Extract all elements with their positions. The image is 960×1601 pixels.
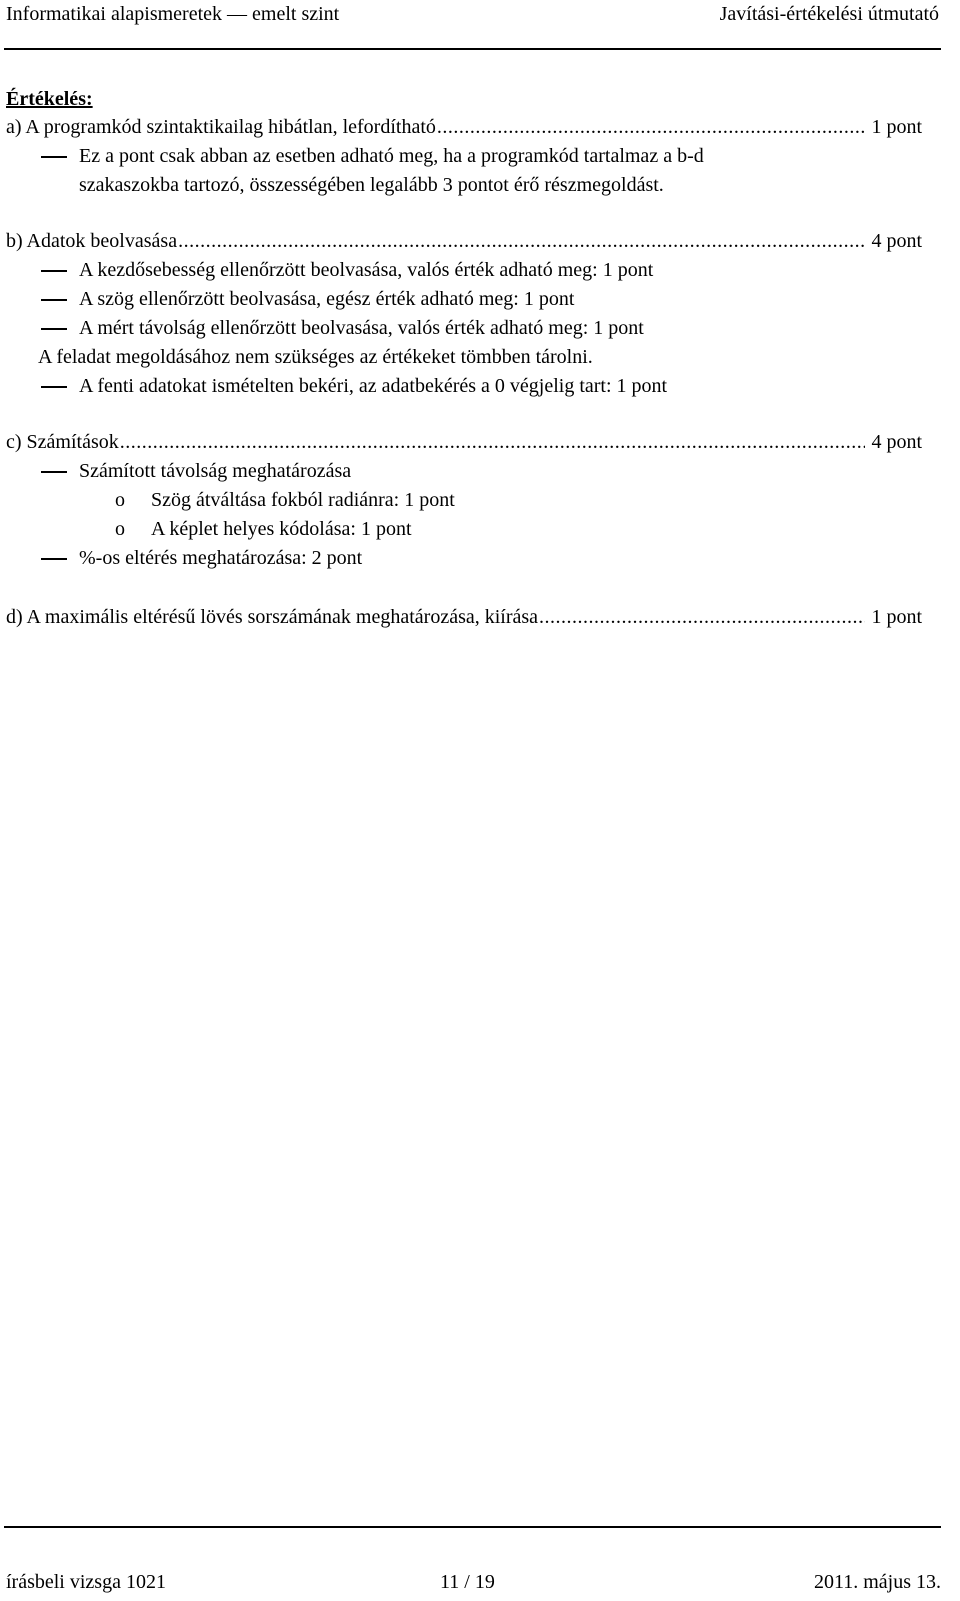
criterion-a-note-line1: Ez a pont csak abban az esetben adható meg, ha a programkód tartalmaz a b-d [6,142,922,171]
header-doc-type: Javítási-értékelési útmutató [719,3,939,25]
criterion-c-item: Számított távolság meghatározása [6,457,922,486]
criterion-a-label: a) A programkód szintaktikailag hibátlan, lefordítható [6,116,436,138]
criterion-d-points: 1 pont [871,606,922,628]
dash-bullet [41,270,67,272]
section-title: Értékelés: [6,88,93,110]
dash-bullet [41,471,67,473]
criterion-b-note: A feladat megoldásához nem szükséges az értékeket tömbben tárolni. [38,346,593,368]
criterion-c-label: c) Számítások [6,431,119,453]
dot-leader [120,428,866,457]
criterion-b-item: A mért távolság ellenőrzött beolvasása, valós érték adható meg: 1 pont [6,314,922,343]
dot-leader [437,113,866,142]
criterion-a [6,113,922,142]
evaluation-content [6,85,922,632]
dash-bullet [41,299,67,301]
footer-divider [4,1526,941,1528]
criterion-a-note-line2: szakaszokba tartozó, összességében legalább 3 pontot érő részmegoldást. [79,174,664,196]
dash-bullet [41,328,67,330]
criterion-d-label: d) A maximális eltérésű lövés sorszámának meghatározása, kiírása [6,606,539,628]
criterion-b-label: b) Adatok beolvasása [6,230,178,252]
dash-bullet [41,156,67,158]
criterion-d [6,603,922,632]
page-number: 11 / 19 [440,1571,495,1593]
footer-exam-code: írásbeli vizsga 1021 [6,1571,166,1593]
criterion-c [6,428,922,457]
criterion-c-points: 4 pont [871,431,922,453]
criterion-b-item: A szög ellenőrzött beolvasása, egész érték adható meg: 1 pont [6,285,922,314]
criterion-c-subitem: o Szög átváltása fokból radiánra: 1 pont [6,486,922,515]
criterion-b [6,227,922,256]
dash-bullet [41,558,67,560]
criterion-b-item: A fenti adatokat ismételten bekéri, az adatbekérés a 0 végjelig tart: 1 pont [6,372,922,401]
criterion-b-item: A kezdősebesség ellenőrzött beolvasása, valós érték adható meg: 1 pont [6,256,922,285]
criterion-a-points: 1 pont [871,116,922,138]
circle-bullet: o [115,518,125,540]
dash-bullet [41,386,67,388]
page-header [4,0,941,50]
footer-date: 2011. május 13. [813,1571,941,1593]
criterion-b-points: 4 pont [871,230,922,252]
dot-leader [178,227,865,256]
circle-bullet: o [115,489,125,511]
header-subject: Informatikai alapismeretek — emelt szint [6,3,340,25]
criterion-c-subitem: o A képlet helyes kódolása: 1 pont [6,515,922,544]
dot-leader [539,603,865,632]
criterion-c-item: %-os eltérés meghatározása: 2 pont [6,544,922,573]
